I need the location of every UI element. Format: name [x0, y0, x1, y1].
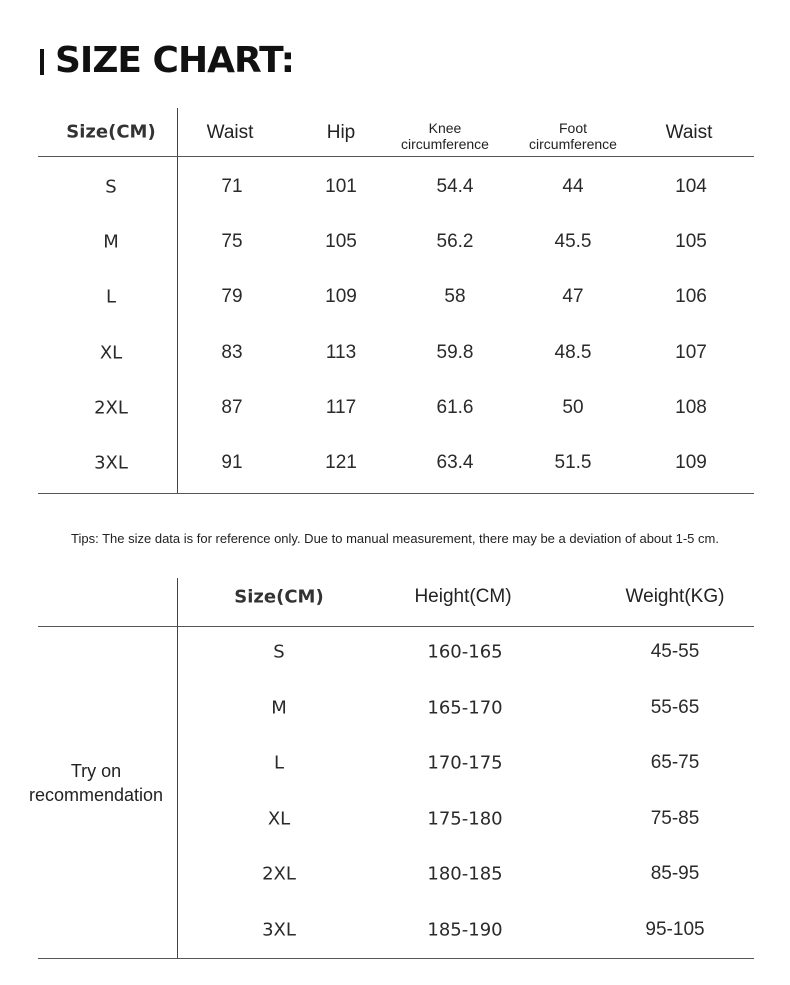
cell-knee: 61.6 [436, 396, 474, 418]
rec-header-weight: Weight(KG) [625, 586, 725, 607]
cell-waist: 87 [221, 396, 243, 418]
header-knee-line2: circumference [401, 136, 489, 152]
cell-size: L [105, 286, 117, 308]
cell-size: XL [99, 342, 123, 364]
cell-waist: 79 [221, 286, 243, 308]
cell-hip: 113 [325, 341, 357, 363]
rec-header-height: Height(CM) [414, 586, 512, 607]
cell-foot: 45.5 [554, 231, 592, 253]
rec-cell-height: 160-165 [427, 641, 503, 663]
cell-waist-2: 104 [675, 176, 707, 197]
tips-text: Tips: The size data is for reference only. Due to manual measurement, there may be a deviation of about 1-5 cm. [71, 531, 719, 546]
cell-hip: 121 [325, 452, 357, 473]
rec-cell-height: 165-170 [427, 697, 503, 718]
cell-knee: 58 [444, 286, 466, 308]
cell-knee: 59.8 [436, 341, 474, 363]
recommend-label-line2: recommendation [28, 785, 164, 805]
rec-cell-weight: 95-105 [645, 918, 705, 940]
header-hip: Hip [326, 122, 356, 143]
rec-cell-size: L [273, 752, 285, 774]
cell-waist: 71 [221, 176, 243, 197]
cell-size: 2XL [94, 397, 128, 419]
recommend-label [18, 759, 174, 807]
cell-hip: 101 [325, 176, 357, 197]
rec-cell-weight: 75-85 [650, 807, 700, 829]
recommend-table-divider [177, 578, 178, 959]
rec-cell-size: XL [267, 808, 291, 829]
recommend-label-line1: Try on [70, 761, 122, 781]
header-foot [529, 120, 617, 152]
cell-size: M [103, 231, 119, 253]
recommend-table-header-line [38, 626, 754, 627]
header-knee [401, 120, 489, 152]
header-foot-line2: circumference [529, 136, 617, 152]
cell-waist: 83 [221, 341, 243, 363]
cell-waist-2: 108 [675, 396, 707, 418]
rec-cell-size: M [271, 697, 287, 718]
rec-cell-height: 170-175 [427, 752, 503, 774]
rec-cell-size: 3XL [262, 919, 296, 940]
header-waist-2: Waist [665, 122, 713, 143]
cell-foot: 47 [562, 286, 584, 308]
cell-size: 3XL [94, 452, 128, 474]
title-accent-bar [40, 49, 44, 75]
header-foot-line1: Foot [558, 120, 588, 136]
rec-cell-weight: 65-75 [650, 752, 700, 773]
rec-header-size: Size(CM) [234, 586, 324, 608]
cell-size: S [105, 176, 117, 198]
cell-hip: 117 [325, 396, 357, 418]
rec-cell-size: S [273, 641, 285, 663]
cell-waist: 91 [221, 452, 243, 473]
rec-cell-weight: 85-95 [650, 863, 700, 884]
rec-cell-size: 2XL [262, 863, 296, 885]
size-table-divider [177, 108, 178, 494]
recommend-table-bottom-line [38, 958, 754, 959]
cell-foot: 44 [562, 176, 584, 197]
title-block [40, 40, 294, 80]
cell-foot: 50 [562, 396, 584, 418]
size-table-bottom-line [38, 493, 754, 494]
size-table-header-line [38, 156, 754, 157]
cell-foot: 51.5 [554, 452, 592, 473]
rec-cell-height: 175-180 [427, 808, 503, 829]
rec-cell-weight: 45-55 [650, 641, 700, 662]
rec-cell-weight: 55-65 [650, 696, 700, 718]
cell-foot: 48.5 [554, 341, 592, 363]
header-size: Size(CM) [66, 121, 156, 143]
cell-knee: 56.2 [436, 231, 474, 253]
rec-cell-height: 185-190 [427, 919, 503, 940]
page-title: SIZE CHART: [55, 39, 295, 81]
cell-waist-2: 107 [675, 341, 707, 363]
cell-knee: 63.4 [436, 452, 474, 473]
cell-hip: 105 [325, 231, 357, 253]
header-knee-line1: Knee [428, 120, 462, 136]
cell-waist-2: 105 [675, 231, 707, 253]
cell-knee: 54.4 [436, 176, 474, 197]
cell-waist-2: 106 [675, 286, 707, 308]
rec-cell-height: 180-185 [427, 863, 503, 885]
cell-waist: 75 [221, 231, 243, 253]
cell-waist-2: 109 [675, 452, 707, 473]
header-waist: Waist [206, 122, 254, 143]
cell-hip: 109 [325, 286, 357, 308]
